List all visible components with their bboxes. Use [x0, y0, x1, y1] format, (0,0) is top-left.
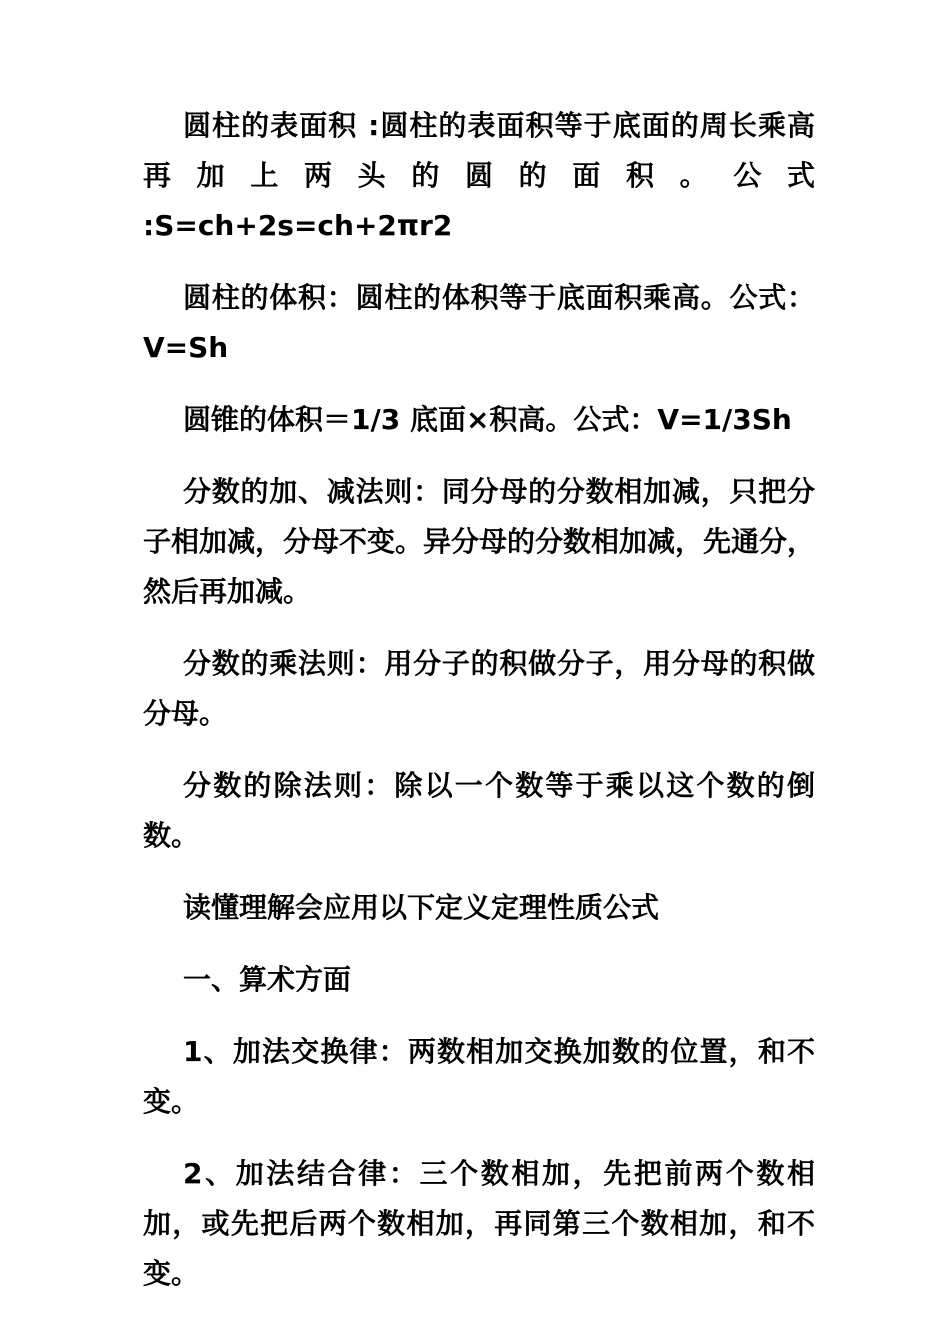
paragraph-cone-volume: 圆锥的体积＝1/3 底面×积高。公式：V=1/3Sh	[183, 403, 792, 436]
paragraph-fraction-multiply: 分数的乘法则：用分子的积做分子，用分母的积做分母。	[143, 647, 815, 730]
paragraph-fraction-divide: 分数的除法则：除以一个数等于乘以这个数的倒数。	[143, 769, 815, 852]
paragraph-fraction-add-subtract: 分数的加、减法则：同分母的分数相加减，只把分子相加减，分母不变。异分母的分数相加减，先通分，然后再加减。	[143, 475, 816, 608]
paragraph-associative-addition: 2、加法结合律：三个数相加，先把前两个数相加，或先把后两个数相加，再同第三个数相加，和不变。	[143, 1157, 815, 1290]
document-body	[143, 101, 815, 1321]
paragraph-section-intro: 读懂理解会应用以下定义定理性质公式	[183, 891, 660, 924]
paragraph-cylinder-surface-area: 圆柱的表面积 :圆柱的表面积等于底面的周长乘高再加上两头的圆的面积。公式 :S=ch+2s=ch+2πr2	[143, 109, 815, 242]
paragraph-commutative-addition: 1、加法交换律：两数相加交换加数的位置，和不变。	[143, 1035, 815, 1118]
paragraph-cylinder-volume: 圆柱的体积：圆柱的体积等于底面积乘高。公式：V=Sh	[143, 281, 815, 364]
section-heading-arithmetic: 一、算术方面	[183, 963, 352, 996]
